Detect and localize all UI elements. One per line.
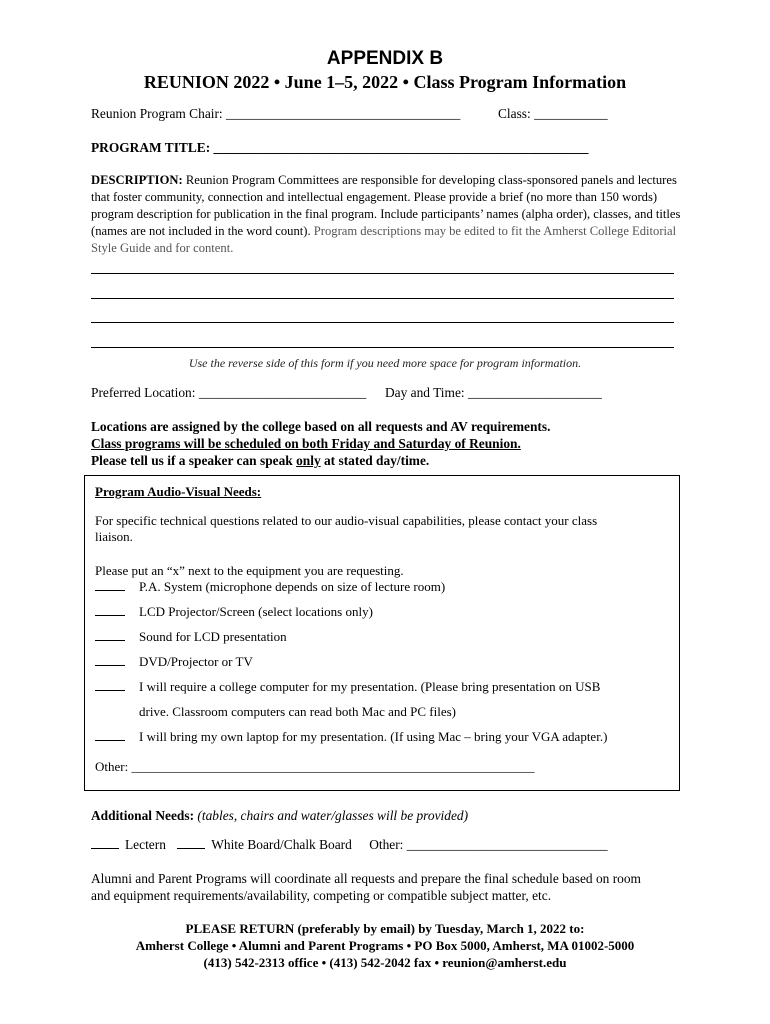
whiteboard-blank[interactable] — [177, 838, 205, 849]
av-item-college-computer-cont: drive. Classroom computers can read both Mac and PC files) — [139, 704, 456, 719]
notice-locations: Locations are assigned by the college based on all requests and AV requirements. — [91, 419, 551, 434]
notice-speaker-post: at stated day/time. — [320, 453, 430, 468]
av-item-own-laptop-blank[interactable] — [95, 730, 125, 741]
class-field[interactable]: Class: ___________ — [498, 106, 608, 121]
closing-line-1: Alumni and Parent Programs will coordinate all requests and prepare the final schedule based on room — [91, 871, 641, 886]
av-item-pa-blank[interactable] — [95, 580, 125, 591]
additional-options — [91, 837, 608, 853]
av-item-dvd[interactable] — [95, 654, 253, 670]
description-block — [91, 172, 685, 257]
av-other-field[interactable]: Other: ______________________________________________________________ — [95, 759, 535, 774]
additional-other-field[interactable]: Other: ______________________________ — [369, 837, 608, 852]
footer-return: PLEASE RETURN (preferably by email) by Tuesday, March 1, 2022 to: — [185, 921, 585, 936]
av-item-dvd-blank[interactable] — [95, 655, 125, 666]
av-item-sound[interactable] — [95, 629, 287, 645]
description-line-1[interactable] — [91, 273, 674, 274]
av-item-projector[interactable] — [95, 604, 373, 620]
description-line-2[interactable] — [91, 298, 674, 299]
additional-needs-note: (tables, chairs and water/glasses will be provided) — [197, 808, 469, 823]
av-item-own-laptop-label: I will bring my own laptop for my presentation. (If using Mac – bring your VGA adapter.) — [139, 729, 608, 744]
av-item-projector-label: LCD Projector/Screen (select locations only) — [139, 604, 373, 619]
description-edit-note: Program descriptions may be edited to fit the Amherst College Editorial Style Guide and for content. — [91, 224, 677, 255]
description-line-4[interactable] — [91, 347, 674, 348]
additional-needs — [91, 808, 468, 824]
footer-address: Amherst College • Alumni and Parent Programs • PO Box 5000, Amherst, MA 01002-5000 — [135, 938, 635, 953]
av-item-pa-label: P.A. System (microphone depends on size of lecture room) — [139, 579, 446, 594]
av-contact-line-1: For specific technical questions related to our audio-visual capabilities, please contact your class — [95, 513, 598, 528]
av-item-projector-blank[interactable] — [95, 605, 125, 616]
av-item-sound-blank[interactable] — [95, 630, 125, 641]
av-needs-box — [84, 475, 680, 791]
program-title-field[interactable]: PROGRAM TITLE: ________________________________________________________ — [91, 140, 589, 155]
av-item-sound-label: Sound for LCD presentation — [139, 629, 287, 644]
description-line-3[interactable] — [91, 322, 674, 323]
reverse-side-note: Use the reverse side of this form if you need more space for program information. — [188, 356, 582, 370]
additional-needs-label: Additional Needs: — [91, 808, 195, 823]
av-contact-line-2: liaison. — [95, 529, 133, 544]
av-item-college-computer[interactable] — [95, 679, 600, 695]
lectern-blank[interactable] — [91, 838, 119, 849]
notice-speaker-pre: Please tell us if a speaker can speak — [91, 453, 297, 468]
av-item-pa[interactable] — [95, 579, 445, 595]
notice-speaker — [91, 453, 429, 469]
av-item-college-computer-label: I will require a college computer for my presentation. (Please bring presentation on USB — [139, 679, 601, 694]
lectern-label: Lectern — [125, 837, 166, 852]
description-text: Reunion Program Committees are responsible for developing class-sponsored panels and lectures that foster community, connection and intellectual engagement. Please provide a brief (no more than 150 words) program description for publication in the final program. Include participants’ names (alpha order), classes, and titles (names are not included in the word count). — [91, 173, 681, 238]
notice-speaker-only: only — [296, 453, 321, 468]
appendix-heading: APPENDIX B — [326, 48, 444, 69]
description-label: DESCRIPTION: — [91, 173, 183, 187]
av-heading: Program Audio-Visual Needs: — [95, 484, 262, 499]
av-item-college-computer-blank[interactable] — [95, 680, 125, 691]
av-item-own-laptop[interactable] — [95, 729, 607, 745]
footer-contact: (413) 542-2313 office • (413) 542-2042 fax • reunion@amherst.edu — [203, 955, 567, 970]
preferred-location-field[interactable]: Preferred Location: _________________________ — [91, 385, 367, 400]
av-instructions: Please put an “x” next to the equipment you are requesting. — [95, 563, 404, 578]
chair-field[interactable]: Reunion Program Chair: ___________________________________ — [91, 106, 461, 121]
av-item-dvd-label: DVD/Projector or TV — [139, 654, 253, 669]
closing-line-2: and equipment requirements/availability, competing or compatible subject matter, etc. — [91, 888, 552, 903]
whiteboard-label: White Board/Chalk Board — [211, 837, 352, 852]
day-time-field[interactable]: Day and Time: ____________________ — [385, 385, 602, 400]
notice-schedule: Class programs will be scheduled on both Friday and Saturday of Reunion. — [91, 436, 521, 451]
document-subtitle: REUNION 2022 • June 1–5, 2022 • Class Program Information — [143, 72, 627, 92]
